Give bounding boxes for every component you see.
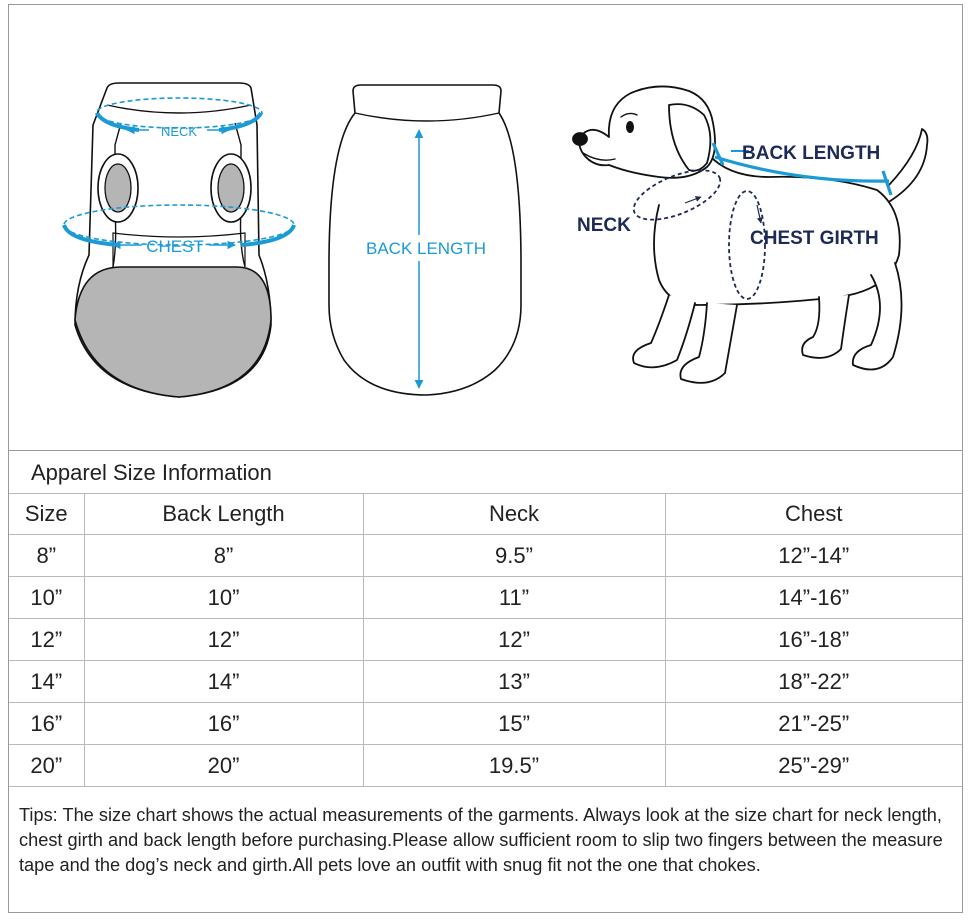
cell-size: 10”: [9, 577, 84, 619]
size-chart-frame: [8, 4, 963, 913]
dog-back-length-label: BACK LENGTH: [742, 143, 881, 164]
table-header-row: [9, 494, 962, 535]
front-chest-label: CHEST: [146, 237, 204, 256]
back-length-label: BACK LENGTH: [366, 239, 486, 258]
front-neck-label: NECK: [160, 124, 198, 139]
cell-neck: 13”: [363, 661, 665, 703]
header-chest: Chest: [665, 494, 962, 535]
cell-back-length: 20”: [84, 745, 363, 787]
table-row: [9, 745, 962, 787]
table-title: Apparel Size Information: [31, 460, 272, 485]
header-neck: Neck: [363, 494, 665, 535]
table-row: [9, 661, 962, 703]
cell-back-length: 8”: [84, 535, 363, 577]
cell-size: 16”: [9, 703, 84, 745]
header-size: Size: [9, 494, 84, 535]
table-row: [9, 577, 962, 619]
cell-chest: 18”-22”: [665, 661, 962, 703]
cell-size: 12”: [9, 619, 84, 661]
table-row: [9, 535, 962, 577]
tips-text: Tips: The size chart shows the actual measurements of the garments. Always look at the size chart for neck length, chest girth and back length before purchasing.Please allow sufficient room to slip two fingers between the measure tape and the dog’s neck and girth.All pets love an outfit with snug fit not the one that chokes.: [19, 805, 943, 875]
cell-chest: 21”-25”: [665, 703, 962, 745]
dog-chest-girth-label: CHEST GIRTH: [750, 228, 879, 249]
cell-neck: 11”: [363, 577, 665, 619]
cell-chest: 16”-18”: [665, 619, 962, 661]
cell-neck: 9.5”: [363, 535, 665, 577]
cell-size: 8”: [9, 535, 84, 577]
cell-chest: 14”-16”: [665, 577, 962, 619]
illustration-svg: [9, 5, 962, 450]
table-row: [9, 703, 962, 745]
cell-chest: 12”-14”: [665, 535, 962, 577]
cell-back-length: 16”: [84, 703, 363, 745]
cell-back-length: 10”: [84, 577, 363, 619]
size-table: [9, 493, 962, 787]
cell-back-length: 14”: [84, 661, 363, 703]
measurement-illustrations: [9, 5, 962, 451]
dog-neck-label: NECK: [577, 215, 631, 236]
cell-neck: 19.5”: [363, 745, 665, 787]
header-back-length: Back Length: [84, 494, 363, 535]
cell-size: 20”: [9, 745, 84, 787]
cell-size: 14”: [9, 661, 84, 703]
cell-neck: 15”: [363, 703, 665, 745]
table-title-row: [9, 451, 962, 494]
garment-back: [329, 85, 521, 395]
cell-chest: 25”-29”: [665, 745, 962, 787]
cell-back-length: 12”: [84, 619, 363, 661]
table-row: [9, 619, 962, 661]
cell-neck: 12”: [363, 619, 665, 661]
